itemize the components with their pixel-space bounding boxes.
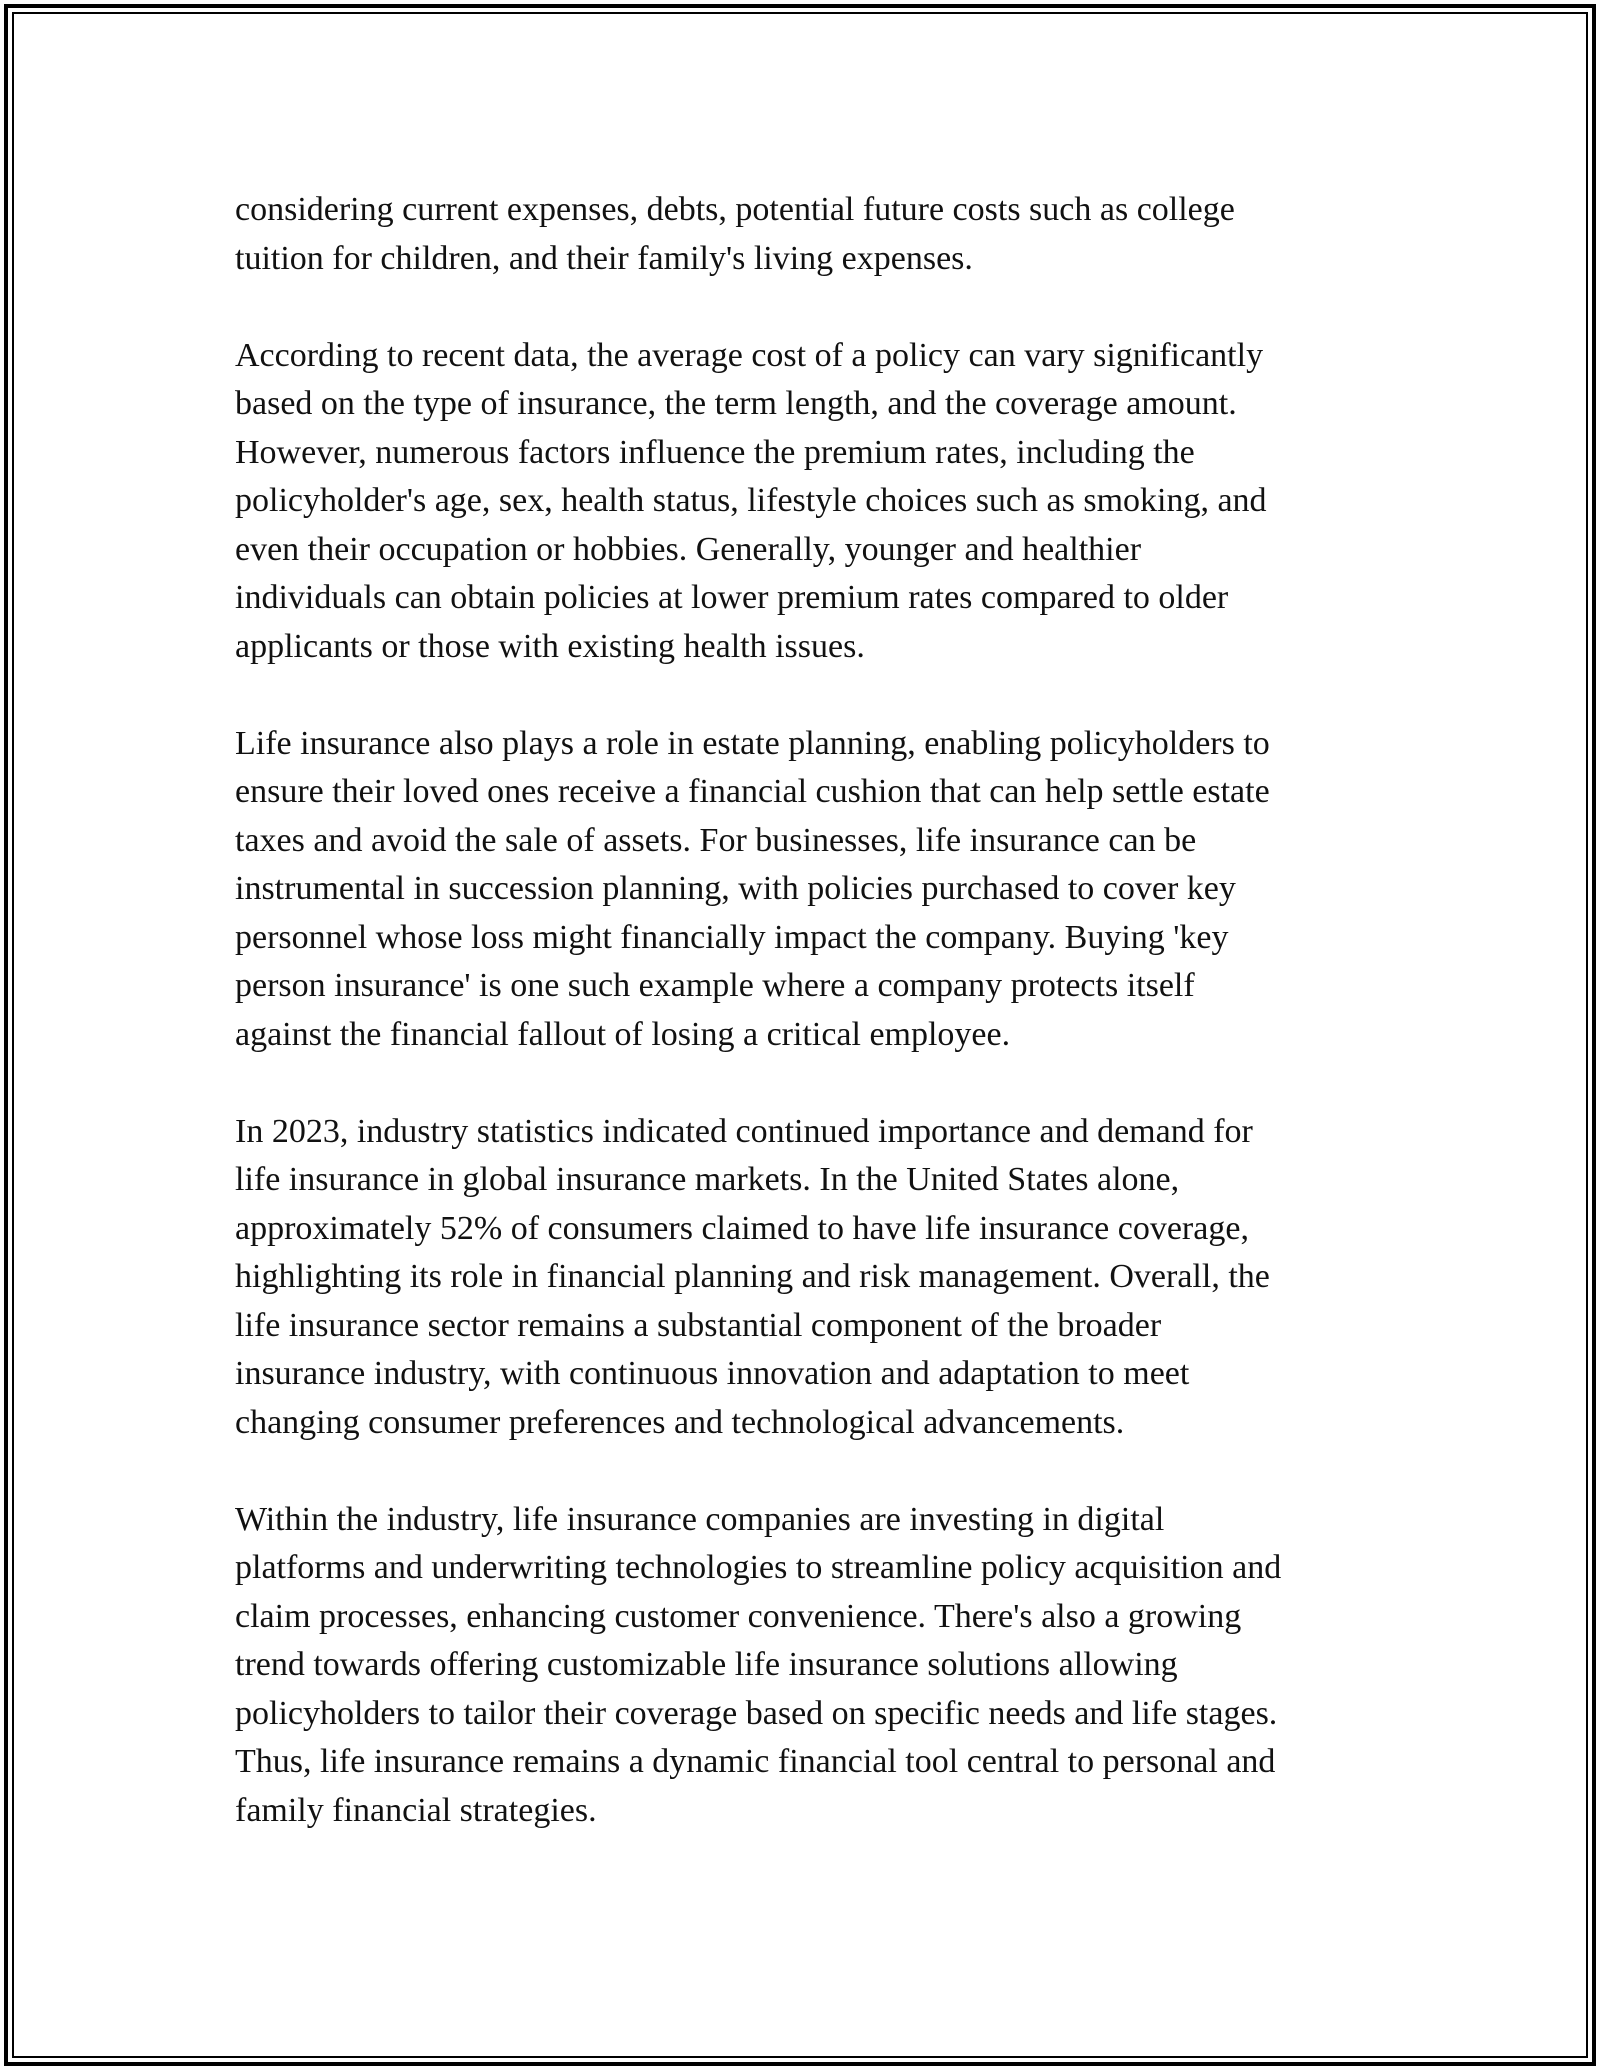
paragraph-estate-planning: Life insurance also plays a role in estate planning, enabling policyholders to ensure their loved ones receive a financial cushion that can help settle estate taxes and avoid the sale of assets. For businesses, life insurance can be instrumental in succession planning, with policies purchased to cover key personnel whose loss might financially impact the company. Buying 'key person insurance' is one such example where a company protects itself against the financial fallout of losing a critical employee. [235, 724, 1270, 1053]
paragraph-policy-cost: According to recent data, the average cost of a policy can vary significantly based on the type of insurance, the term length, and the coverage amount. However, numerous factors influence the premium rates, including the policyholder's age, sex, health status, lifestyle choices such as smoking, and even their occupation or hobbies. Generally, younger and healthier individuals can obtain policies at lower premium rates compared to older applicants or those with existing health issues. [235, 336, 1267, 665]
document-body [235, 186, 1375, 1884]
paragraph-digital-trends: Within the industry, life insurance companies are investing in digital platforms and underwriting technologies to streamline policy acquisition and claim processes, enhancing customer convenience. There's also a growing trend towards offering customizable life insurance solutions allowing policyholders to tailor their coverage based on specific needs and life stages. Thus, life insurance remains a dynamic financial tool central to personal and family financial strategies. [235, 1500, 1282, 1829]
paragraph-expenses-continuation: considering current expenses, debts, potential future costs such as college tuition for children, and their family's living expenses. [235, 191, 1235, 277]
paragraph-industry-statistics: In 2023, industry statistics indicated continued importance and demand for life insurance in global insurance markets. In the United States alone, approximately 52% of consumers claimed to have life insurance coverage, highlighting its role in financial planning and risk management. Overall, the life insurance sector remains a substantial component of the broader insurance industry, with continuous innovation and adaptation to meet changing consumer preferences and technological advancements. [235, 1112, 1270, 1441]
